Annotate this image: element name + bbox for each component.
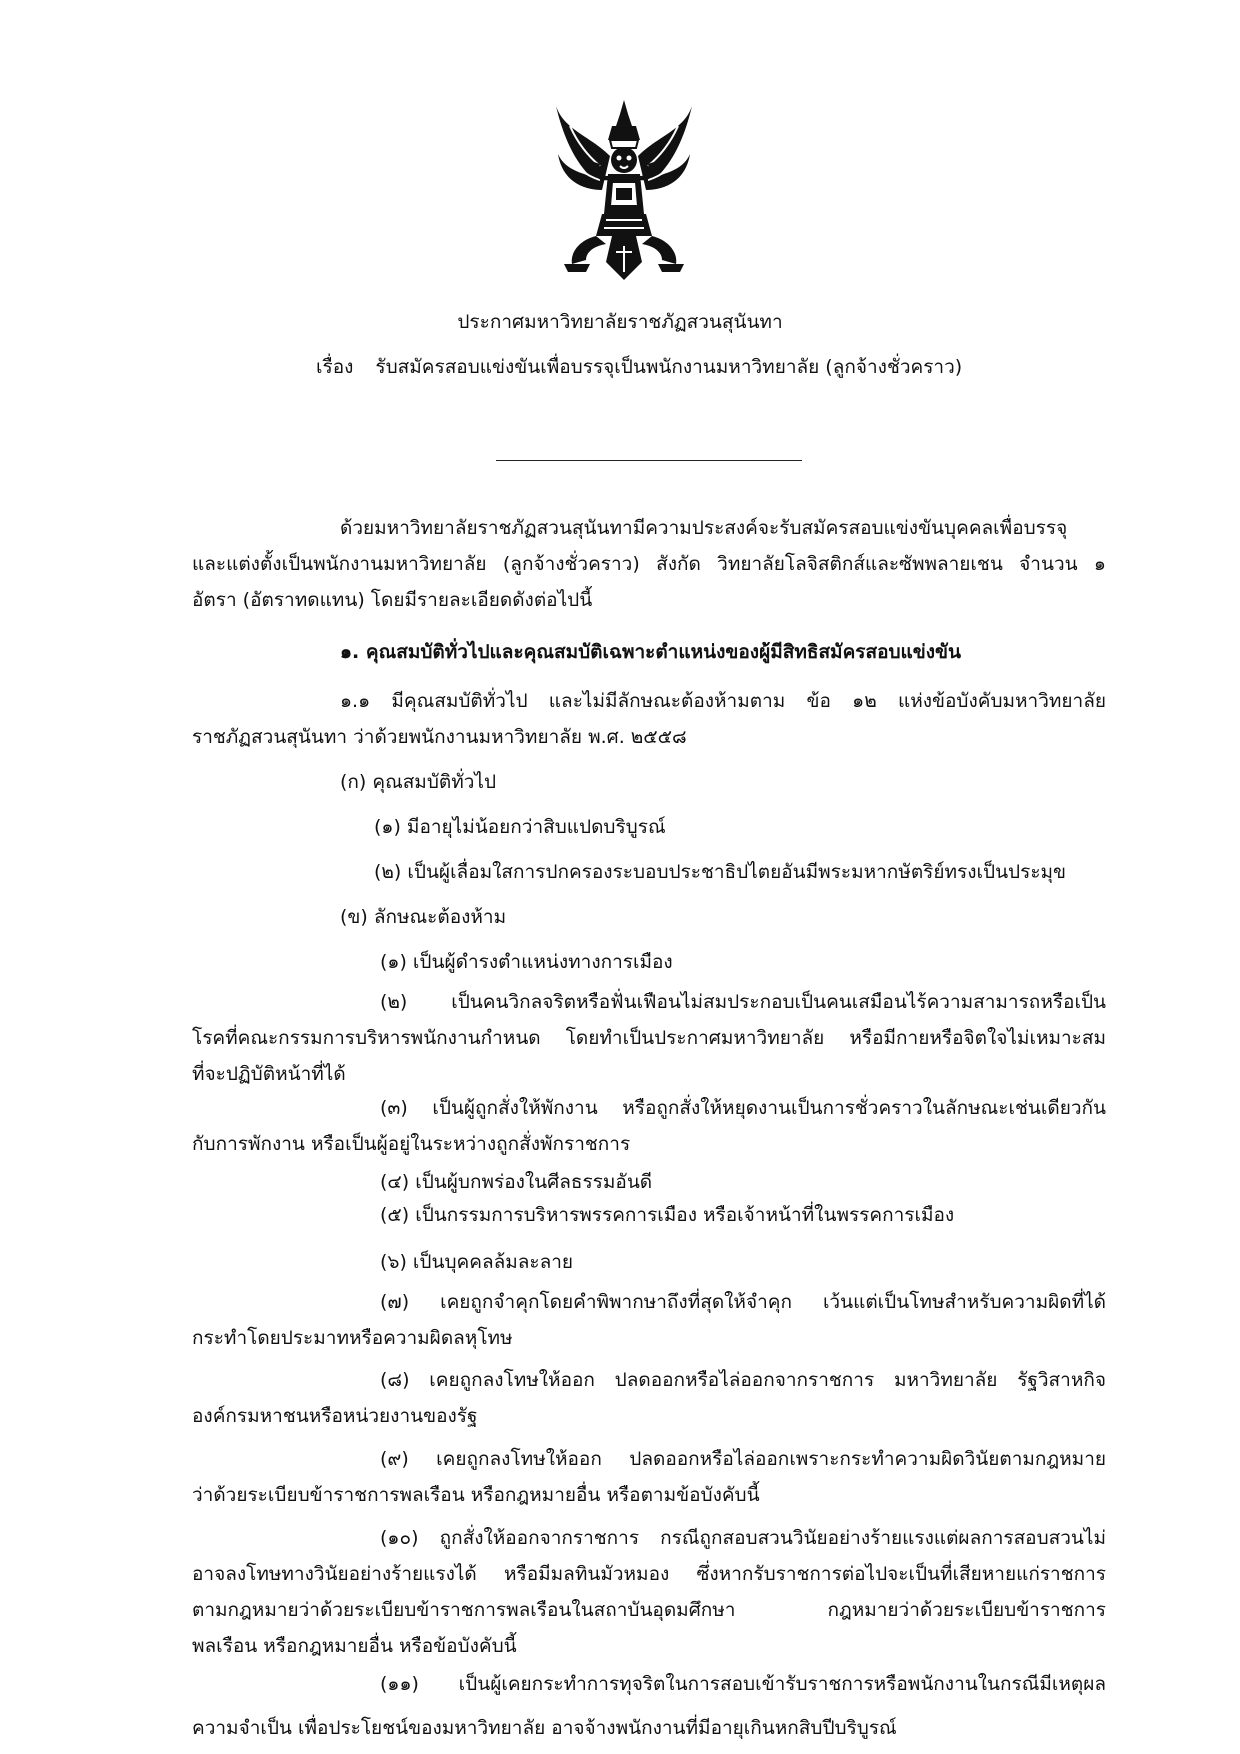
paragraph-line: กับการพักงาน หรือเป็นผู้อยู่ในระหว่างถูกสั่งพักราชการ bbox=[192, 1133, 631, 1155]
prohibited-item bbox=[192, 1520, 1106, 1664]
paragraph-line: ๑.๑ มีคุณสมบัติทั่วไป และไม่มีลักษณะต้องห้ามตาม ข้อ ๑๒ แห่งข้อบังคับมหาวิทยาลัย bbox=[340, 690, 1106, 712]
announcement-title: ประกาศมหาวิทยาลัยราชภัฏสวนสุนันทา bbox=[457, 311, 783, 333]
paragraph-line: (๗) เคยถูกจำคุกโดยคำพิพากษาถึงที่สุดให้จำคุก เว้นแต่เป็นโทษสำหรับความผิดที่ได้ bbox=[380, 1291, 1106, 1313]
announcement-subject bbox=[316, 355, 962, 379]
paragraph-line: องค์กรมหาชนหรือหน่วยงานของรัฐ bbox=[192, 1405, 478, 1427]
prohibited-item: (๕) เป็นกรรมการบริหารพรรคการเมือง หรือเจ้าหน้าที่ในพรรคการเมือง bbox=[380, 1204, 955, 1226]
prohibited-item bbox=[192, 984, 1106, 1092]
intro-line: อัตรา (อัตราทดแทน) โดยมีรายละเอียดดังต่อไปนี้ bbox=[192, 589, 593, 611]
general-item: (๒) เป็นผู้เลื่อมใสการปกครองระบอบประชาธิปไตยอันมีพระมหากษัตริย์ทรงเป็นประมุข bbox=[374, 861, 1067, 883]
prohibited-item bbox=[192, 1666, 1106, 1746]
paragraph-line: กระทำโดยประมาทหรือความผิดลหุโทษ bbox=[192, 1327, 513, 1349]
intro-line: ด้วยมหาวิทยาลัยราชภัฏสวนสุนันทามีความประสงค์จะรับสมัครสอบแข่งขันบุคคลเพื่อบรรจุ bbox=[340, 517, 1068, 539]
garuda-emblem-icon bbox=[550, 96, 698, 284]
paragraph-line: ตามกฎหมายว่าด้วยระเบียบข้าราชการพลเรือนในสถาบันอุดมศึกษา กฎหมายว่าด้วยระเบียบข้าราชการ bbox=[192, 1599, 1106, 1621]
paragraph-line: ราชภัฏสวนสุนันทา ว่าด้วยพนักงานมหาวิทยาลัย พ.ศ. ๒๕๕๘ bbox=[192, 726, 687, 748]
subject-label: เรื่อง bbox=[316, 356, 354, 378]
paragraph-line: อาจลงโทษทางวินัยอย่างร้ายแรงได้ หรือมีมลทินมัวหมอง ซึ่งหากรับราชการต่อไปจะเป็นที่เสียหายแก่ราชการ bbox=[192, 1563, 1106, 1585]
paragraph-line: (๘) เคยถูกลงโทษให้ออก ปลดออกหรือไล่ออกจากราชการ มหาวิทยาลัย รัฐวิสาหกิจ bbox=[380, 1369, 1106, 1391]
general-item: (๑) มีอายุไม่น้อยกว่าสิบแปดบริบูรณ์ bbox=[374, 816, 666, 838]
prohibited-item bbox=[192, 1441, 1106, 1513]
prohibited-item bbox=[192, 1362, 1106, 1434]
prohibited-label: (ข) ลักษณะต้องห้าม bbox=[340, 906, 507, 928]
paragraph-line: (๒) เป็นคนวิกลจริตหรือฟั่นเฟือนไม่สมประกอบเป็นคนเสมือนไร้ความสามารถหรือเป็น bbox=[380, 991, 1106, 1013]
prohibited-item: (๔) เป็นผู้บกพร่องในศีลธรรมอันดี bbox=[380, 1171, 653, 1193]
title-divider bbox=[496, 460, 802, 461]
intro-paragraph bbox=[192, 510, 1106, 618]
garuda-emblem-svg bbox=[550, 96, 698, 284]
paragraph-line: (๙) เคยถูกลงโทษให้ออก ปลดออกหรือไล่ออกเพราะกระทำความผิดวินัยตามกฎหมาย bbox=[380, 1448, 1106, 1470]
paragraph-line: ที่จะปฏิบัติหน้าที่ได้ bbox=[192, 1063, 346, 1085]
paragraph-line: ความจำเป็น เพื่อประโยชน์ของมหาวิทยาลัย อาจจ้างพนักงานที่มีอายุเกินหกสิบปีบริบูรณ์ bbox=[192, 1717, 897, 1739]
intro-line: และแต่งตั้งเป็นพนักงานมหาวิทยาลัย (ลูกจ้างชั่วคราว) สังกัด วิทยาลัยโลจิสติกส์และซัพพลายเชน จำนวน ๑ bbox=[192, 553, 1106, 575]
section-heading: ๑. คุณสมบัติทั่วไปและคุณสมบัติเฉพาะตำแหน่งของผู้มีสิทธิสมัครสอบแข่งขัน bbox=[340, 641, 962, 663]
prohibited-item bbox=[192, 1284, 1106, 1356]
qualification-1-1 bbox=[192, 683, 1106, 755]
paragraph-line: (๑๐) ถูกสั่งให้ออกจากราชการ กรณีถูกสอบสวนวินัยอย่างร้ายแรงแต่ผลการสอบสวนไม่ bbox=[380, 1527, 1106, 1549]
prohibited-item bbox=[192, 1090, 1106, 1162]
paragraph-line: ว่าด้วยระเบียบข้าราชการพลเรือน หรือกฎหมายอื่น หรือตามข้อบังคับนี้ bbox=[192, 1484, 760, 1506]
paragraph-line: (๑๑) เป็นผู้เคยกระทำการทุจริตในการสอบเข้ารับราชการหรือพนักงานในกรณีมีเหตุผล bbox=[380, 1673, 1106, 1695]
paragraph-line: พลเรือน หรือกฎหมายอื่น หรือข้อบังคับนี้ bbox=[192, 1635, 517, 1657]
paragraph-line: โรคที่คณะกรรมการบริหารพนักงานกำหนด โดยทำเป็นประกาศมหาวิทยาลัย หรือมีกายหรือจิตใจไม่เหมาะสม bbox=[192, 1027, 1106, 1049]
prohibited-item: (๖) เป็นบุคคลล้มละลาย bbox=[380, 1251, 574, 1273]
prohibited-item: (๑) เป็นผู้ดำรงตำแหน่งทางการเมือง bbox=[380, 951, 673, 973]
general-qualifications-label: (ก) คุณสมบัติทั่วไป bbox=[340, 771, 497, 793]
paragraph-line: (๓) เป็นผู้ถูกสั่งให้พักงาน หรือถูกสั่งให้หยุดงานเป็นการชั่วคราวในลักษณะเช่นเดียวกัน bbox=[380, 1097, 1106, 1119]
subject-text: รับสมัครสอบแข่งขันเพื่อบรรจุเป็นพนักงานมหาวิทยาลัย (ลูกจ้างชั่วคราว) bbox=[375, 356, 963, 378]
